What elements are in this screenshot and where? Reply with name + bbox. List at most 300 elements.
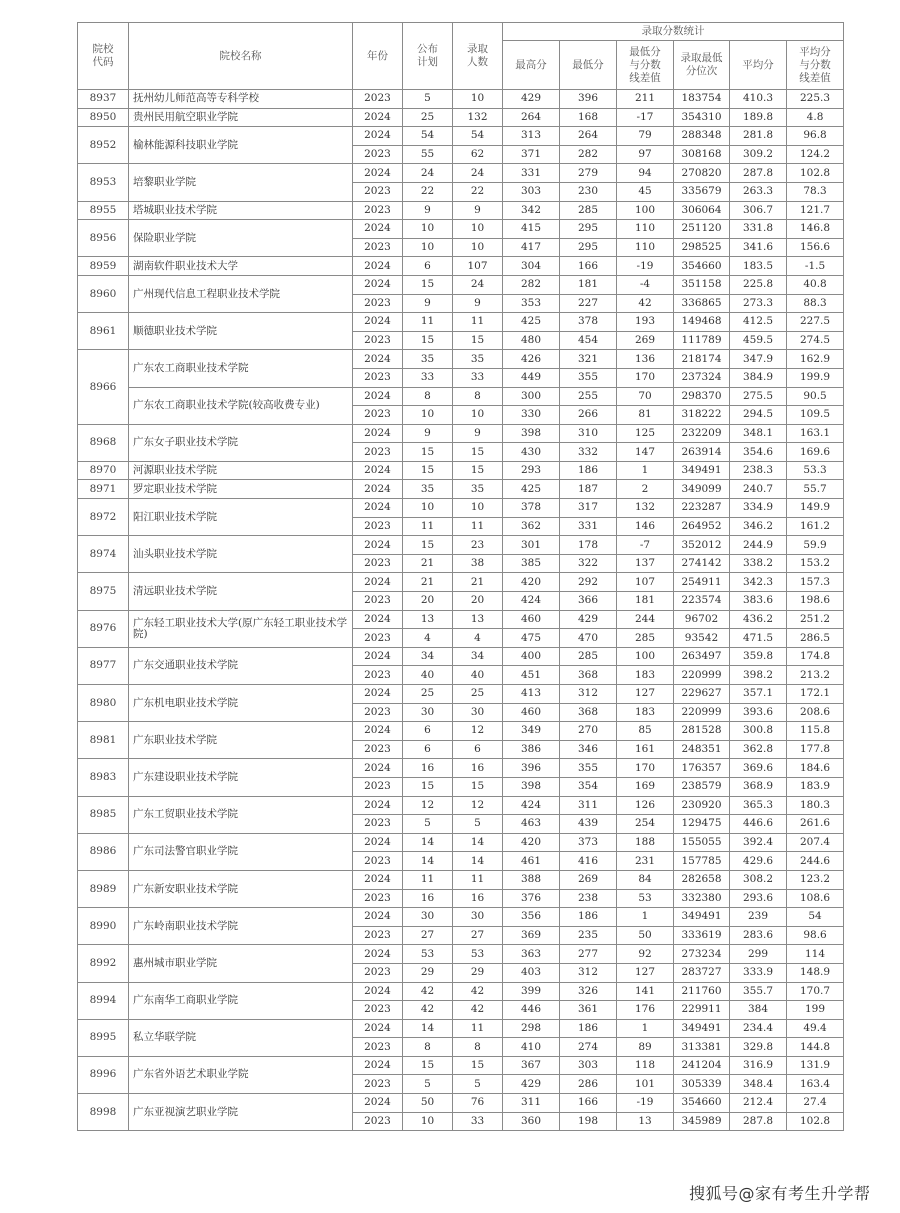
cell-min-diff: 161 [617, 740, 674, 759]
cell-plan: 13 [403, 610, 453, 629]
cell-plan: 11 [403, 870, 453, 889]
cell-year: 2024 [353, 982, 403, 1001]
school-code: 8956 [78, 220, 129, 257]
cell-min-score: 326 [560, 982, 617, 1001]
table-row [78, 1019, 844, 1038]
cell-avg-score: 308.2 [730, 870, 787, 889]
header-avg-diff: 平均分 与分数 线差值 [787, 41, 844, 90]
cell-min-rank: 288348 [674, 127, 730, 146]
cell-plan: 15 [403, 1056, 453, 1075]
cell-avg-score: 189.8 [730, 108, 787, 127]
cell-admitted: 14 [453, 833, 503, 852]
cell-year: 2024 [353, 127, 403, 146]
cell-year: 2023 [353, 443, 403, 462]
table-row [78, 90, 844, 109]
cell-year: 2023 [353, 926, 403, 945]
cell-avg-diff: 102.8 [787, 1112, 844, 1131]
cell-min-rank: 308168 [674, 145, 730, 164]
school-code: 8955 [78, 201, 129, 220]
cell-avg-diff: 213.2 [787, 666, 844, 685]
cell-min-score: 270 [560, 722, 617, 741]
school-name: 贵州民用航空职业学院 [129, 108, 353, 127]
cell-year: 2023 [353, 331, 403, 350]
cell-year: 2024 [353, 647, 403, 666]
cell-avg-diff: 172.1 [787, 685, 844, 704]
table-row [78, 685, 844, 704]
cell-avg-score: 283.6 [730, 926, 787, 945]
cell-admitted: 4 [453, 629, 503, 648]
cell-avg-diff: 156.6 [787, 238, 844, 257]
cell-max-score: 313 [503, 127, 560, 146]
cell-min-score: 166 [560, 257, 617, 276]
cell-admitted: 35 [453, 480, 503, 499]
cell-min-diff: 183 [617, 703, 674, 722]
cell-avg-diff: 286.5 [787, 629, 844, 648]
cell-min-score: 282 [560, 145, 617, 164]
cell-year: 2023 [353, 90, 403, 109]
school-name: 顺德职业技术学院 [129, 313, 353, 350]
cell-year: 2024 [353, 220, 403, 239]
cell-max-score: 298 [503, 1019, 560, 1038]
cell-min-score: 332 [560, 443, 617, 462]
table-row [78, 424, 844, 443]
cell-max-score: 480 [503, 331, 560, 350]
cell-avg-diff: 161.2 [787, 517, 844, 536]
cell-min-rank: 349491 [674, 908, 730, 927]
school-code: 8975 [78, 573, 129, 610]
cell-min-diff: 147 [617, 443, 674, 462]
school-name: 惠州城市职业学院 [129, 945, 353, 982]
cell-min-rank: 155055 [674, 833, 730, 852]
cell-avg-score: 212.4 [730, 1094, 787, 1113]
cell-plan: 10 [403, 499, 453, 518]
cell-min-rank: 298525 [674, 238, 730, 257]
school-name: 广东交通职业技术学院 [129, 647, 353, 684]
cell-min-rank: 230920 [674, 796, 730, 815]
table-body [78, 90, 844, 1131]
cell-min-score: 285 [560, 647, 617, 666]
cell-min-score: 295 [560, 220, 617, 239]
school-name: 河源职业技术学院 [129, 461, 353, 480]
cell-min-diff: 132 [617, 499, 674, 518]
cell-plan: 29 [403, 963, 453, 982]
cell-year: 2024 [353, 1056, 403, 1075]
cell-max-score: 413 [503, 685, 560, 704]
cell-avg-score: 383.6 [730, 592, 787, 611]
cell-min-diff: 42 [617, 294, 674, 313]
cell-plan: 16 [403, 889, 453, 908]
cell-avg-score: 365.3 [730, 796, 787, 815]
cell-plan: 14 [403, 833, 453, 852]
cell-plan: 33 [403, 368, 453, 387]
table-row [78, 908, 844, 927]
cell-min-rank: 220999 [674, 666, 730, 685]
cell-plan: 12 [403, 796, 453, 815]
school-name: 清远职业技术学院 [129, 573, 353, 610]
cell-admitted: 10 [453, 238, 503, 257]
cell-min-diff: 285 [617, 629, 674, 648]
cell-min-rank: 254911 [674, 573, 730, 592]
cell-plan: 8 [403, 1038, 453, 1057]
cell-max-score: 451 [503, 666, 560, 685]
school-code: 8977 [78, 647, 129, 684]
cell-avg-diff: 88.3 [787, 294, 844, 313]
cell-max-score: 378 [503, 499, 560, 518]
cell-year: 2024 [353, 536, 403, 555]
school-name: 湖南软件职业技术大学 [129, 257, 353, 276]
cell-min-diff: -17 [617, 108, 674, 127]
cell-year: 2023 [353, 517, 403, 536]
cell-min-score: 429 [560, 610, 617, 629]
cell-plan: 25 [403, 685, 453, 704]
table-row [78, 108, 844, 127]
cell-avg-score: 234.4 [730, 1019, 787, 1038]
table-row [78, 833, 844, 852]
cell-min-score: 454 [560, 331, 617, 350]
cell-year: 2024 [353, 722, 403, 741]
school-name: 罗定职业技术学院 [129, 480, 353, 499]
cell-avg-score: 347.9 [730, 350, 787, 369]
cell-min-rank: 232209 [674, 424, 730, 443]
cell-min-score: 186 [560, 1019, 617, 1038]
cell-year: 2024 [353, 499, 403, 518]
cell-min-rank: 351158 [674, 275, 730, 294]
cell-admitted: 132 [453, 108, 503, 127]
cell-admitted: 8 [453, 1038, 503, 1057]
cell-min-score: 187 [560, 480, 617, 499]
cell-year: 2023 [353, 852, 403, 871]
cell-year: 2023 [353, 740, 403, 759]
cell-admitted: 9 [453, 201, 503, 220]
cell-min-diff: 269 [617, 331, 674, 350]
table-row [78, 461, 844, 480]
cell-admitted: 11 [453, 313, 503, 332]
cell-avg-diff: 131.9 [787, 1056, 844, 1075]
cell-admitted: 5 [453, 815, 503, 834]
cell-avg-score: 362.8 [730, 740, 787, 759]
cell-avg-score: 393.6 [730, 703, 787, 722]
school-code: 8968 [78, 424, 129, 461]
school-code: 8950 [78, 108, 129, 127]
cell-min-diff: 1 [617, 1019, 674, 1038]
cell-max-score: 293 [503, 461, 560, 480]
cell-min-diff: 169 [617, 777, 674, 796]
cell-min-score: 255 [560, 387, 617, 406]
cell-admitted: 22 [453, 182, 503, 201]
cell-year: 2024 [353, 461, 403, 480]
cell-min-score: 286 [560, 1075, 617, 1094]
cell-admitted: 40 [453, 666, 503, 685]
cell-min-rank: 248351 [674, 740, 730, 759]
cell-plan: 20 [403, 592, 453, 611]
cell-year: 2024 [353, 387, 403, 406]
school-name: 阳江职业技术学院 [129, 499, 353, 536]
cell-avg-diff: 78.3 [787, 182, 844, 201]
cell-min-score: 186 [560, 461, 617, 480]
cell-min-diff: 146 [617, 517, 674, 536]
cell-year: 2024 [353, 908, 403, 927]
table-row [78, 647, 844, 666]
cell-min-rank: 229911 [674, 1001, 730, 1020]
cell-min-diff: 79 [617, 127, 674, 146]
cell-admitted: 20 [453, 592, 503, 611]
cell-avg-diff: 4.8 [787, 108, 844, 127]
cell-avg-score: 338.2 [730, 554, 787, 573]
cell-avg-score: 287.8 [730, 164, 787, 183]
cell-min-diff: 45 [617, 182, 674, 201]
cell-year: 2024 [353, 833, 403, 852]
cell-min-rank: 332380 [674, 889, 730, 908]
cell-admitted: 53 [453, 945, 503, 964]
cell-avg-score: 331.8 [730, 220, 787, 239]
cell-plan: 14 [403, 1019, 453, 1038]
header-year: 年份 [353, 23, 403, 90]
cell-min-rank: 237324 [674, 368, 730, 387]
cell-min-diff: 70 [617, 387, 674, 406]
school-name: 广东机电职业技术学院 [129, 685, 353, 722]
table-row [78, 257, 844, 276]
cell-max-score: 349 [503, 722, 560, 741]
cell-avg-score: 471.5 [730, 629, 787, 648]
cell-year: 2024 [353, 108, 403, 127]
cell-plan: 15 [403, 777, 453, 796]
cell-plan: 14 [403, 852, 453, 871]
cell-plan: 10 [403, 1112, 453, 1131]
cell-min-rank: 283727 [674, 963, 730, 982]
cell-avg-diff: 177.8 [787, 740, 844, 759]
cell-max-score: 369 [503, 926, 560, 945]
school-name: 抚州幼儿师范高等专科学校 [129, 90, 353, 109]
school-code: 8953 [78, 164, 129, 201]
table-row [78, 1094, 844, 1113]
table-row [78, 759, 844, 778]
cell-plan: 9 [403, 201, 453, 220]
cell-avg-diff: 157.3 [787, 573, 844, 592]
school-name: 广东岭南职业技术学院 [129, 908, 353, 945]
cell-avg-score: 348.1 [730, 424, 787, 443]
cell-max-score: 367 [503, 1056, 560, 1075]
cell-min-rank: 333619 [674, 926, 730, 945]
table-row [78, 275, 844, 294]
cell-plan: 16 [403, 759, 453, 778]
school-name: 榆林能源科技职业学院 [129, 127, 353, 164]
cell-min-score: 266 [560, 406, 617, 425]
cell-avg-score: 341.6 [730, 238, 787, 257]
cell-avg-score: 342.3 [730, 573, 787, 592]
cell-avg-score: 369.6 [730, 759, 787, 778]
cell-admitted: 24 [453, 164, 503, 183]
cell-min-diff: 101 [617, 1075, 674, 1094]
cell-min-rank: 264952 [674, 517, 730, 536]
cell-max-score: 424 [503, 796, 560, 815]
cell-min-score: 312 [560, 963, 617, 982]
cell-avg-diff: 121.7 [787, 201, 844, 220]
table-row [78, 313, 844, 332]
school-name: 广东建设职业技术学院 [129, 759, 353, 796]
cell-max-score: 282 [503, 275, 560, 294]
cell-min-score: 361 [560, 1001, 617, 1020]
cell-avg-diff: 90.5 [787, 387, 844, 406]
cell-min-score: 373 [560, 833, 617, 852]
cell-year: 2023 [353, 815, 403, 834]
table-row [78, 573, 844, 592]
cell-min-diff: 170 [617, 759, 674, 778]
cell-year: 2023 [353, 145, 403, 164]
cell-plan: 24 [403, 164, 453, 183]
cell-avg-score: 183.5 [730, 257, 787, 276]
table-row [78, 610, 844, 629]
cell-max-score: 461 [503, 852, 560, 871]
cell-year: 2023 [353, 889, 403, 908]
school-name: 广东新安职业技术学院 [129, 870, 353, 907]
cell-avg-score: 281.8 [730, 127, 787, 146]
cell-plan: 5 [403, 815, 453, 834]
cell-max-score: 425 [503, 480, 560, 499]
cell-min-rank: 229627 [674, 685, 730, 704]
cell-max-score: 415 [503, 220, 560, 239]
cell-admitted: 23 [453, 536, 503, 555]
cell-min-rank: 282658 [674, 870, 730, 889]
cell-avg-score: 392.4 [730, 833, 787, 852]
cell-min-diff: 110 [617, 238, 674, 257]
cell-avg-score: 446.6 [730, 815, 787, 834]
cell-min-score: 264 [560, 127, 617, 146]
cell-avg-diff: 54 [787, 908, 844, 927]
cell-min-diff: 97 [617, 145, 674, 164]
cell-min-rank: 270820 [674, 164, 730, 183]
cell-plan: 6 [403, 257, 453, 276]
cell-admitted: 9 [453, 424, 503, 443]
cell-admitted: 11 [453, 517, 503, 536]
cell-avg-diff: 207.4 [787, 833, 844, 852]
cell-min-rank: 306064 [674, 201, 730, 220]
cell-avg-score: 429.6 [730, 852, 787, 871]
cell-plan: 15 [403, 443, 453, 462]
school-code: 8995 [78, 1019, 129, 1056]
cell-min-rank: 220999 [674, 703, 730, 722]
cell-min-diff: 188 [617, 833, 674, 852]
table-header [78, 23, 844, 90]
cell-max-score: 301 [503, 536, 560, 555]
table-row [78, 536, 844, 555]
cell-max-score: 403 [503, 963, 560, 982]
cell-min-diff: 118 [617, 1056, 674, 1075]
cell-min-diff: 127 [617, 685, 674, 704]
table-row [78, 480, 844, 499]
cell-min-score: 178 [560, 536, 617, 555]
cell-avg-score: 359.8 [730, 647, 787, 666]
cell-max-score: 399 [503, 982, 560, 1001]
cell-year: 2024 [353, 1094, 403, 1113]
cell-plan: 21 [403, 573, 453, 592]
cell-avg-diff: 274.5 [787, 331, 844, 350]
school-name: 广东南华工商职业学院 [129, 982, 353, 1019]
cell-min-score: 238 [560, 889, 617, 908]
school-code: 8981 [78, 722, 129, 759]
cell-avg-score: 240.7 [730, 480, 787, 499]
cell-avg-score: 355.7 [730, 982, 787, 1001]
cell-max-score: 331 [503, 164, 560, 183]
cell-min-score: 230 [560, 182, 617, 201]
header-max-score: 最高分 [503, 41, 560, 90]
cell-min-rank: 223574 [674, 592, 730, 611]
cell-max-score: 460 [503, 610, 560, 629]
cell-year: 2024 [353, 275, 403, 294]
cell-plan: 30 [403, 908, 453, 927]
cell-max-score: 410 [503, 1038, 560, 1057]
cell-avg-score: 410.3 [730, 90, 787, 109]
cell-max-score: 388 [503, 870, 560, 889]
cell-year: 2024 [353, 257, 403, 276]
school-name: 广东农工商职业技术学院 [129, 350, 353, 387]
cell-max-score: 429 [503, 90, 560, 109]
cell-max-score: 353 [503, 294, 560, 313]
cell-min-diff: 125 [617, 424, 674, 443]
cell-avg-diff: 49.4 [787, 1019, 844, 1038]
cell-admitted: 16 [453, 759, 503, 778]
cell-min-diff: 136 [617, 350, 674, 369]
school-code: 8970 [78, 461, 129, 480]
cell-max-score: 396 [503, 759, 560, 778]
school-code: 8980 [78, 685, 129, 722]
cell-min-rank: 318222 [674, 406, 730, 425]
cell-min-score: 378 [560, 313, 617, 332]
cell-min-score: 303 [560, 1056, 617, 1075]
cell-min-rank: 149468 [674, 313, 730, 332]
cell-avg-diff: 183.9 [787, 777, 844, 796]
cell-avg-score: 348.4 [730, 1075, 787, 1094]
school-code: 8983 [78, 759, 129, 796]
cell-min-diff: 126 [617, 796, 674, 815]
cell-max-score: 342 [503, 201, 560, 220]
table-row [78, 722, 844, 741]
cell-plan: 5 [403, 1075, 453, 1094]
cell-max-score: 303 [503, 182, 560, 201]
cell-year: 2023 [353, 201, 403, 220]
school-name: 保险职业学院 [129, 220, 353, 257]
cell-min-score: 396 [560, 90, 617, 109]
cell-year: 2024 [353, 350, 403, 369]
cell-min-rank: 281528 [674, 722, 730, 741]
cell-min-diff: 181 [617, 592, 674, 611]
cell-avg-diff: 144.8 [787, 1038, 844, 1057]
cell-min-score: 331 [560, 517, 617, 536]
cell-max-score: 362 [503, 517, 560, 536]
cell-avg-diff: 27.4 [787, 1094, 844, 1113]
cell-year: 2024 [353, 164, 403, 183]
cell-avg-diff: 102.8 [787, 164, 844, 183]
cell-admitted: 10 [453, 90, 503, 109]
cell-avg-diff: 163.4 [787, 1075, 844, 1094]
school-code: 8996 [78, 1056, 129, 1093]
cell-avg-diff: 225.3 [787, 90, 844, 109]
cell-max-score: 417 [503, 238, 560, 257]
cell-avg-diff: 199.9 [787, 368, 844, 387]
school-name: 培黎职业学院 [129, 164, 353, 201]
cell-year: 2023 [353, 182, 403, 201]
cell-admitted: 5 [453, 1075, 503, 1094]
cell-admitted: 13 [453, 610, 503, 629]
cell-min-rank: 298370 [674, 387, 730, 406]
cell-admitted: 38 [453, 554, 503, 573]
cell-min-score: 274 [560, 1038, 617, 1057]
cell-year: 2024 [353, 573, 403, 592]
cell-min-rank: 263497 [674, 647, 730, 666]
cell-min-score: 321 [560, 350, 617, 369]
school-code: 8972 [78, 499, 129, 536]
cell-max-score: 420 [503, 573, 560, 592]
cell-avg-diff: 123.2 [787, 870, 844, 889]
